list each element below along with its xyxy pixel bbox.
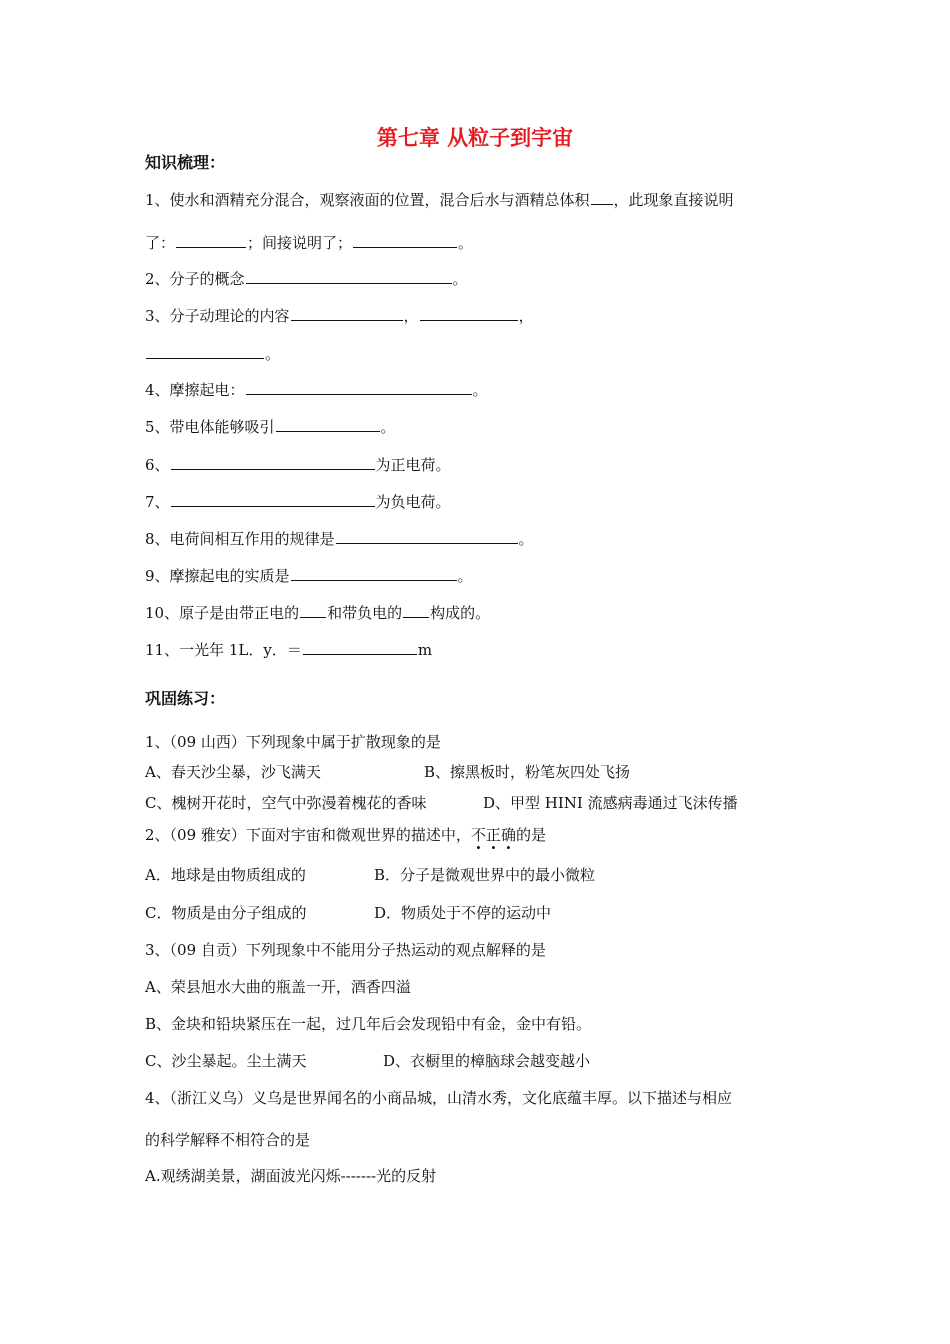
answer-blank [176, 232, 246, 248]
answer-blank [300, 602, 326, 618]
practice-1-options-row-1 [145, 762, 631, 782]
answer-blank [591, 189, 613, 205]
answer-blank [291, 305, 403, 321]
q10-text: 10、原子是由带正电的 [145, 604, 300, 622]
answer-blank [171, 454, 375, 470]
practice-2-options-row-2 [145, 903, 552, 923]
question-7 [145, 491, 451, 512]
q3-sep: ， [403, 307, 419, 325]
answer-blank [246, 379, 472, 395]
practice-1-option-c: C、槐树开花时，空气中弥漫着槐花的香味 [145, 794, 427, 812]
question-3-line-1 [145, 305, 534, 326]
q11-text: 11、一光年 1L．y．＝ [145, 641, 302, 659]
practice-3-option-b: B、金块和铅块紧压在一起，过几年后会发现铅中有金，金中有铅。 [145, 1015, 592, 1033]
question-11 [145, 639, 432, 660]
q3-text: 3、分子动理论的内容 [145, 307, 290, 325]
q10-mid: 和带负电的 [327, 604, 403, 622]
question-8 [145, 528, 534, 549]
practice-2 [145, 825, 546, 845]
question-6 [145, 454, 451, 475]
practice-3-options-row-cd [145, 1051, 591, 1071]
section-heading-knowledge: 知识梳理： [145, 153, 226, 172]
practice-2-option-a: A．地球是由物质组成的 [145, 866, 306, 884]
q3-end: 。 [265, 345, 281, 363]
answer-blank [276, 416, 380, 432]
question-3-line-2 [145, 343, 280, 364]
q1-text-c: 了： [145, 234, 176, 252]
q7-text: 7、 [145, 493, 170, 511]
question-10 [145, 602, 490, 623]
practice-3: 3、（09 自贡）下列现象中不能用分子热运动的观点解释的是 [145, 941, 546, 959]
q8-end: 。 [518, 530, 534, 548]
answer-blank [336, 528, 518, 544]
q5-text: 5、带电体能够吸引 [145, 418, 275, 436]
q9-end: 。 [457, 567, 473, 585]
practice-2-option-b: B．分子是微观世界中的最小微粒 [374, 866, 596, 884]
practice-1-option-d: D、甲型 HINI 流感病毒通过飞沫传播 [483, 794, 738, 812]
q4-end: 。 [472, 381, 488, 399]
chapter-title: 第七章 从粒子到宇宙 [376, 126, 574, 150]
practice-1-option-a: A、春天沙尘暴，沙飞满天 [145, 763, 321, 781]
emphasis-char: 不 [470, 826, 486, 844]
question-1-line-2 [145, 232, 473, 253]
practice-1-option-b: B、擦黑板时，粉笔灰四处飞扬 [424, 763, 631, 781]
answer-blank [303, 639, 417, 655]
answer-blank [246, 268, 452, 284]
section-heading-practice: 巩固练习： [145, 689, 226, 708]
q4-text: 4、摩擦起电： [145, 381, 245, 399]
question-5 [145, 416, 396, 437]
answer-blank [171, 491, 375, 507]
q5-end: 。 [380, 418, 396, 436]
practice-1: 1、（09 山西）下列现象中属于扩散现象的是 [145, 733, 441, 751]
practice-4-line-1: 4、（浙江义乌）义乌是世界闻名的小商品城，山清水秀，文化底蕴丰厚。以下描述与相应 [145, 1089, 733, 1107]
q3-sep: ， [518, 307, 534, 325]
emphasis-char: 正 [485, 826, 501, 844]
q8-text: 8、电荷间相互作用的规律是 [145, 530, 335, 548]
q6-text: 6、 [145, 456, 170, 474]
answer-blank [146, 343, 264, 359]
practice-2-text: 2、（09 雅安）下面对宇宙和微观世界的描述中， [145, 826, 471, 844]
practice-4-option-a: A.观绣湖美景，湖面波光闪烁-------光的反射 [145, 1167, 437, 1185]
question-9 [145, 565, 473, 586]
q1-text-e: 。 [458, 234, 474, 252]
practice-2-end: 的是 [515, 826, 546, 844]
practice-3-option-a: A、荣县旭水大曲的瓶盖一开，酒香四溢 [145, 978, 411, 996]
answer-blank [403, 602, 429, 618]
q2-text: 2、分子的概念 [145, 270, 245, 288]
q7-end: 为负电荷。 [375, 493, 451, 511]
practice-3-option-c: C、沙尘暴起。尘土满天 [145, 1052, 307, 1070]
emphasis-char: 确 [500, 826, 516, 844]
q11-unit: m [417, 641, 433, 659]
question-1-line-1 [145, 189, 734, 210]
q1-text-d: ；间接说明了； [247, 234, 353, 252]
q1-text-b: ，此现象直接说明 [613, 191, 734, 209]
practice-4-line-2: 的科学解释不相符合的是 [145, 1131, 311, 1149]
practice-2-option-c: C．物质是由分子组成的 [145, 904, 307, 922]
answer-blank [291, 565, 457, 581]
practice-3-option-d: D、衣橱里的樟脑球会越变越小 [383, 1052, 591, 1070]
q6-end: 为正电荷。 [375, 456, 451, 474]
practice-2-option-d: D．物质处于不停的运动中 [374, 904, 552, 922]
q2-end: 。 [452, 270, 468, 288]
q10-end: 构成的。 [430, 604, 491, 622]
q9-text: 9、摩擦起电的实质是 [145, 567, 290, 585]
question-4 [145, 379, 488, 400]
practice-2-options-row-1 [145, 865, 596, 885]
practice-1-options-row-2 [145, 793, 738, 813]
q1-text-a: 1、使水和酒精充分混合，观察液面的位置，混合后水与酒精总体积 [145, 191, 590, 209]
answer-blank [353, 232, 457, 248]
question-2 [145, 268, 468, 289]
answer-blank [420, 305, 518, 321]
